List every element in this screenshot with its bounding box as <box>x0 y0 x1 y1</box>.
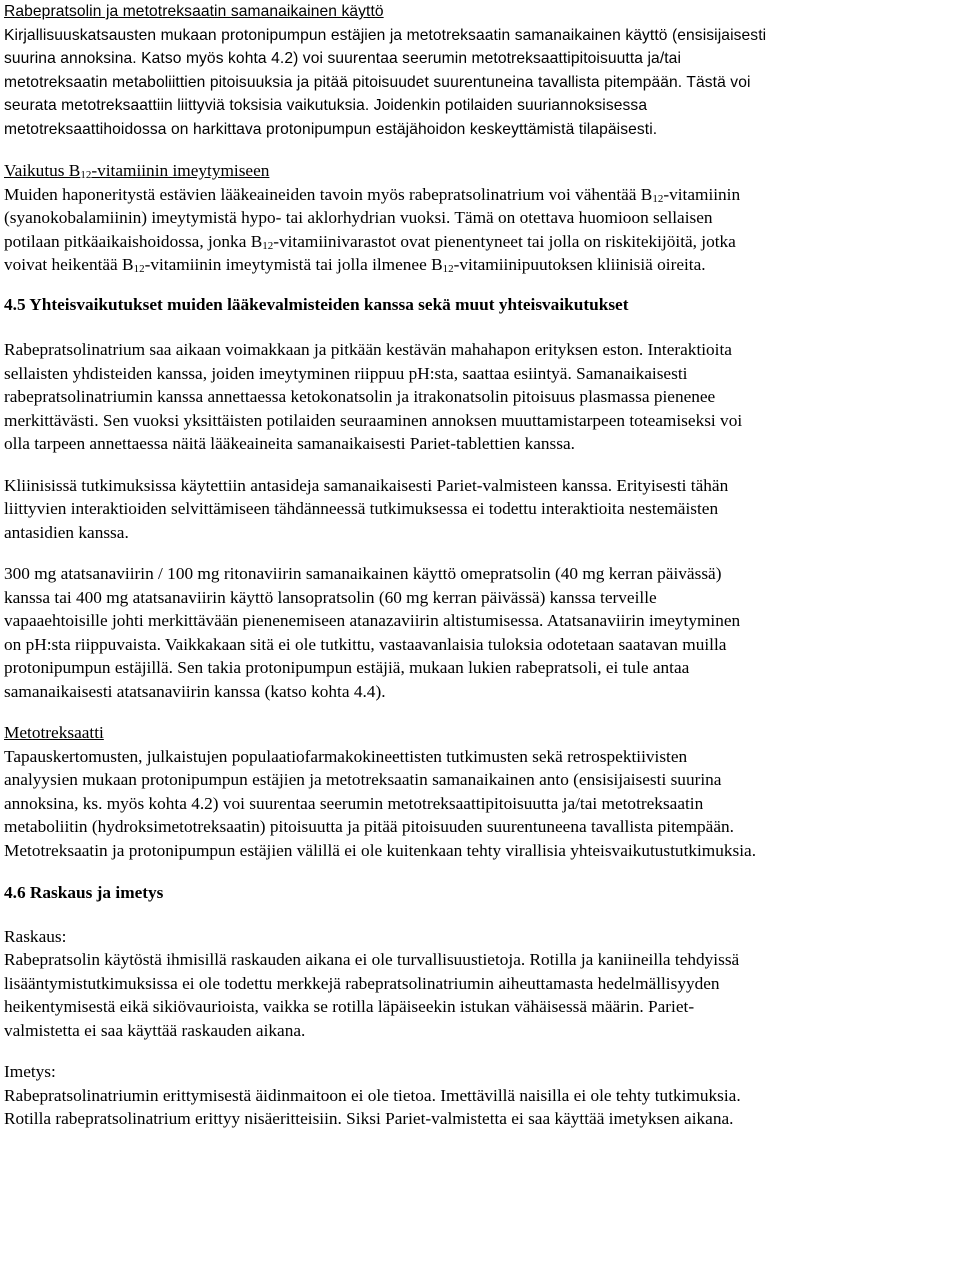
paragraph-line: Metotreksaatin ja protonipumpun estäjien välillä ei ole kuitenkaan tehty virallisia yhteisvaikutustutkimuksia. <box>4 840 757 860</box>
subheading-imetys: Imetys: <box>4 1062 56 1081</box>
paragraph-line: Rabepratsolin käytöstä ihmisillä raskauden aikana ei ole turvallisuustietoja. Rotilla ja kaniineilla tehdyissä <box>4 950 740 969</box>
heading-text: Vaikutus B <box>4 161 81 180</box>
text: -vitamiinin imeytymistä tai jolla ilmenee B <box>144 255 443 274</box>
subscript: 12 <box>133 263 145 275</box>
section-b12 <box>4 159 954 277</box>
subheading-raskaus: Raskaus: <box>4 926 67 946</box>
paragraph-line: protonipumpun estäjillä. Sen takia protonipumpun estäjiä, mukaan lukien rabepratsoli, ei tule antaa <box>4 658 690 677</box>
paragraph-line: samanaikaisesti atatsanaviirin kanssa (katso kohta 4.4). <box>4 681 386 701</box>
paragraph-line: suurina annoksina. Katso myös kohta 4.2) voi suurentaa seerumin metotreksaattipitoisuutta ja/tai <box>4 50 682 67</box>
paragraph-antacids <box>4 474 954 545</box>
subscript: 12 <box>80 169 92 181</box>
paragraph-line: valmistetta ei saa käyttää raskauden aikana. <box>4 1020 306 1040</box>
subscript: 12 <box>262 239 274 252</box>
paragraph-line: analyysien mukaan protonipumpun estäjien ja metotreksaatin samanaikainen anto (ensisijaisesti suurina <box>4 770 722 789</box>
paragraph-methotrexate <box>4 721 954 862</box>
paragraph-line: metotreksaatin metaboliittien pitoisuuksia ja pitää pitoisuudet suurentuneina tavallista pitempään. Tästä voi <box>4 73 751 91</box>
paragraph-line: annoksina, ks. myös kohta 4.2) voi suurentaa seerumin metotreksaattipitoisuutta ja/tai metotreksaatin <box>4 793 704 813</box>
paragraph-interactions <box>4 338 954 456</box>
paragraph-imetys <box>4 1060 954 1131</box>
paragraph-line: Rabepratsolinatrium saa aikaan voimakkaan ja pitkään kestävän mahahapon erityksen eston. Interaktioita <box>4 340 732 359</box>
paragraph-line: sellaisten yhdisteiden kanssa, joiden imeytyminen riippuu pH:sta, saattaa esiintyä. Samanaikaisesti <box>4 363 688 383</box>
paragraph-line: heikentymisestä eikä sikiövaurioista, vaikka se rotilla läpäiseekin istukan vähäisessä määrin. Pariet- <box>4 997 695 1016</box>
paragraph-line: merkittävästi. Sen vuoksi yksittäisten potilaiden seuraaminen annoksen muuttamistarpeen toteamiseksi voi <box>4 410 743 430</box>
paragraph-line: rabepratsolinatriumin kanssa annettaessa ketokonatsolin ja itrakonatsolin pitoisuus plasmassa pienenee <box>4 387 716 406</box>
text: -vitamiinivarastot ovat pienentyneet tai jolla on riskitekijöitä, jotka <box>273 231 736 251</box>
paragraph-line: seurata metotreksaattiin liittyviä toksisia vaikutuksia. Joidenkin potilaiden suuriannoksisessa <box>4 97 648 114</box>
heading-metotreksaatti: Metotreksaatti <box>4 723 104 742</box>
paragraph-line: (syanokobalamiinin) imeytymistä hypo- tai aklorhydrian vuoksi. Tämä on otettava huomioon sellaisen <box>4 208 713 227</box>
subscript: 12 <box>652 192 664 205</box>
text: voivat heikentää B <box>4 255 134 274</box>
paragraph-line: liittyvien interaktioiden selvittämiseen tähdänneessä tutkimuksessa ei todettu interaktioita nestemäisten <box>4 499 719 518</box>
paragraph-line: Rabepratsolinatriumin erittymisestä äidinmaitoon ei ole tietoa. Imettävillä naisilla ei ole tehty tutkimuksia. <box>4 1085 741 1105</box>
paragraph-line: kanssa tai 400 mg atatsanaviirin käyttö lansopratsolin (60 mg kerran päivässä) kanssa terveille <box>4 587 657 607</box>
paragraph-line: on pH:sta riippuvaista. Vaikkakaan sitä ei ole tutkittu, vastaavanlaisia tuloksia odotetaan saatavan muilla <box>4 634 727 654</box>
section-4-5 <box>4 293 954 863</box>
text: Muiden haponeritystä estävien lääkeaineiden tavoin myös rabepratsolinatrium voi vähentää B <box>4 184 653 204</box>
paragraph-raskaus <box>4 925 954 1043</box>
paragraph-line: Rotilla rabepratsolinatrium erittyy nisäeritteisiin. Siksi Pariet-valmistetta ei saa käyttää imetyksen aikana. <box>4 1109 734 1128</box>
text: -vitamiinin <box>663 184 741 204</box>
paragraph-line: vapaaehtoisille johti merkittävään pienenemiseen atanazaviirin altistumisessa. Atatsanaviirin imeytyminen <box>4 611 741 630</box>
paragraph-line: Tapauskertomusten, julkaistujen populaatiofarmakokineettisten tutkimusten sekä retrospektiivisten <box>4 746 688 766</box>
paragraph-line: Kliinisissä tutkimuksissa käytettiin antasideja samanaikaisesti Pariet-valmisteen kanssa. Erityisesti tähän <box>4 475 729 495</box>
heading-rabepratsoli-metotreksaatti: Rabepratsolin ja metotreksaatin samanaikainen käyttö <box>4 3 384 20</box>
subscript: 12 <box>442 263 454 275</box>
heading-text: -vitamiinin imeytymiseen <box>91 161 270 180</box>
paragraph-line <box>4 183 954 207</box>
section-mtx-intro <box>4 0 954 141</box>
text: potilaan pitkäaikaishoidossa, jonka B <box>4 231 263 251</box>
paragraph-line: metaboliitin (hydroksimetotreksaatin) pitoisuutta ja pitää pitoisuuden suurentuneena tavallista pitempään. <box>4 817 734 836</box>
heading-4-6: 4.6 Raskaus ja imetys <box>4 883 164 902</box>
section-4-6 <box>4 881 954 1131</box>
text: -vitamiinipuutoksen kliinisiä oireita. <box>453 255 706 274</box>
paragraph-line: antasidien kanssa. <box>4 522 129 542</box>
paragraph-line: lisääntymistutkimuksissa ei ole todettu merkkejä rabepratsolinatriumin aiheuttamasta hedelmällisyyden <box>4 973 720 993</box>
paragraph-atazanavir <box>4 562 954 703</box>
heading-4-5: 4.5 Yhteisvaikutukset muiden lääkevalmisteiden kanssa sekä muut yhteisvaikutukset <box>4 294 629 314</box>
heading-b12 <box>4 159 954 183</box>
paragraph-line: metotreksaattihoidossa on harkittava protonipumpun estäjähoidon keskeyttämistä tilapäisesti. <box>4 120 658 138</box>
paragraph-line: olla tarpeen annettaessa näitä lääkeaineita samanaikaisesti Pariet-tablettien kanssa. <box>4 434 575 453</box>
paragraph-line: 300 mg atatsanaviirin / 100 mg ritonaviirin samanaikainen käyttö omepratsolin (40 mg kerran päivässä) <box>4 564 722 583</box>
paragraph-line: Kirjallisuuskatsausten mukaan protonipumpun estäjien ja metotreksaatin samanaikainen käyttö (ensisijaisesti <box>4 26 767 44</box>
paragraph-line <box>4 230 954 254</box>
paragraph-line <box>4 253 954 277</box>
